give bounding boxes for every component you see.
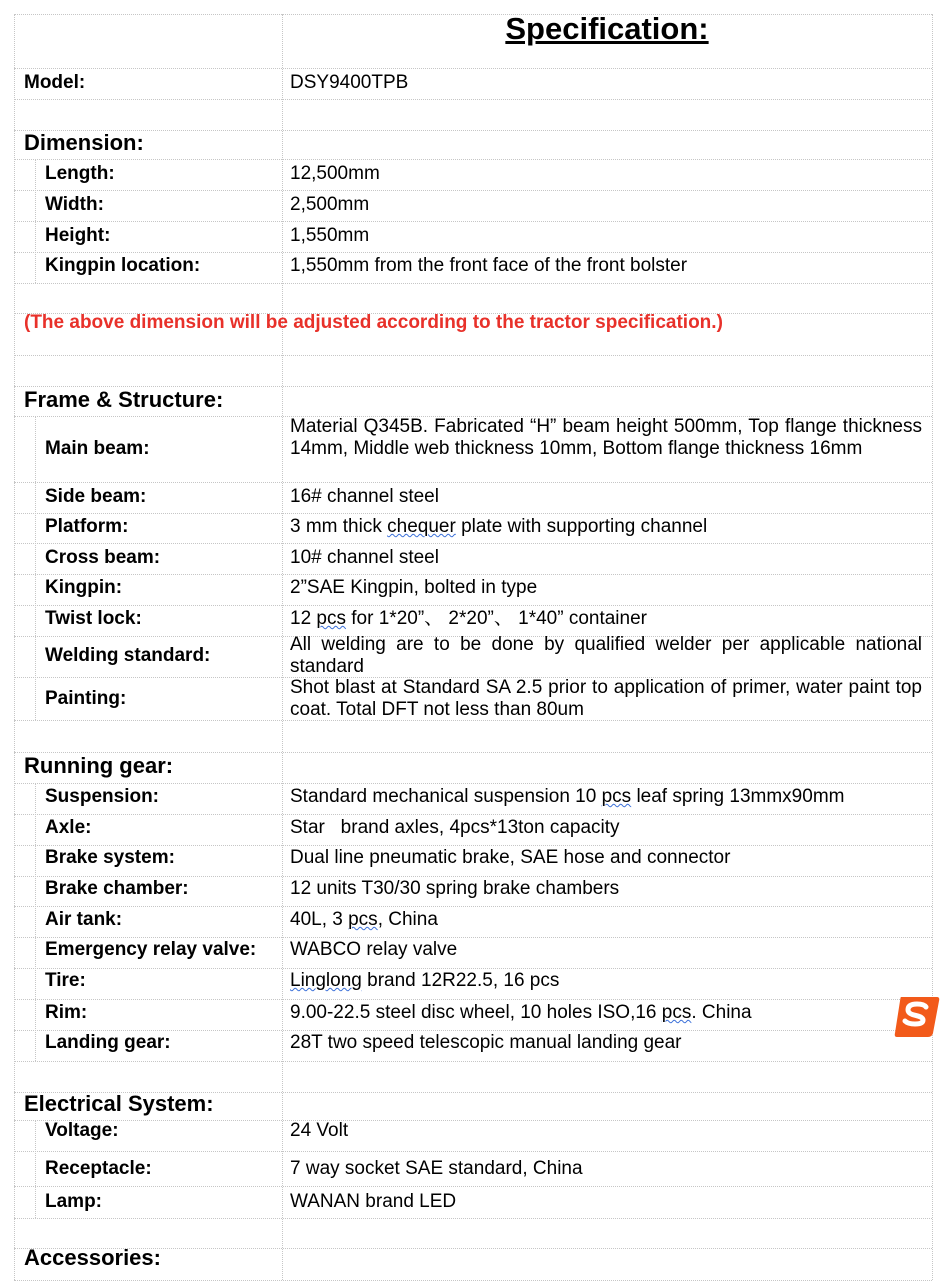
section-heading-frame-structure: Frame & Structure: — [24, 387, 224, 412]
grid-column-line — [282, 14, 283, 1280]
row-label: Welding standard: — [45, 645, 211, 666]
value-text: , China — [377, 909, 438, 930]
row-label: Platform: — [45, 516, 129, 537]
row-value: 24 Volt — [290, 1120, 349, 1141]
row-value: 2,500mm — [290, 194, 370, 215]
row-value — [290, 608, 922, 630]
grid-row-line — [14, 355, 932, 356]
row-label: Width: — [45, 194, 104, 215]
row-label: Emergency relay valve: — [45, 939, 257, 960]
row-label: Brake system: — [45, 847, 175, 868]
grid-column-line — [35, 1120, 36, 1218]
grid-row-line — [14, 221, 932, 222]
row-value: 2”SAE Kingpin, bolted in type — [290, 577, 538, 598]
grid-row-line — [14, 482, 932, 483]
row-value — [290, 909, 922, 931]
row-label: Axle: — [45, 817, 92, 838]
grid-row-line — [14, 1186, 932, 1187]
row-value: WABCO relay valve — [290, 939, 458, 960]
value-text: 12 — [290, 608, 317, 629]
value-text: for 1*20”、 2*20”、 1*40” container — [346, 608, 647, 629]
grid-row-line — [14, 190, 932, 191]
grid-row-line — [14, 906, 932, 907]
grid-row-line — [14, 605, 932, 606]
grid-row-line — [14, 159, 932, 160]
dimension-adjustment-note: (The above dimension will be adjusted according to the tractor specification.) — [24, 312, 723, 333]
row-label: Kingpin: — [45, 577, 123, 598]
grid-row-line — [14, 968, 932, 969]
grid-row-line — [14, 845, 932, 846]
row-label: Voltage: — [45, 1120, 119, 1141]
row-label: Main beam: — [45, 438, 150, 459]
grid-column-line — [14, 14, 15, 1280]
value-text: 9.00-22.5 steel disc wheel, 10 holes ISO,16 — [290, 1002, 662, 1023]
row-value — [290, 516, 922, 538]
grid-row-line — [14, 252, 932, 253]
page-title: Specification: — [505, 11, 709, 46]
grid-row-line — [14, 937, 932, 938]
grid-row-line — [14, 1061, 932, 1062]
value-text: leaf spring 13mmx90mm — [631, 786, 845, 807]
row-label: Brake chamber: — [45, 878, 189, 899]
row-label: Rim: — [45, 1002, 88, 1023]
grid-row-line — [14, 283, 932, 284]
grid-row-line — [14, 130, 932, 131]
row-label: Suspension: — [45, 786, 160, 807]
row-label: Height: — [45, 225, 111, 246]
section-heading-accessories: Accessories: — [24, 1245, 161, 1270]
value-text: 40L, 3 — [290, 909, 349, 930]
grid-row-line — [14, 1030, 932, 1031]
value-text-spellcheck: Linglong — [290, 970, 362, 991]
row-label: Air tank: — [45, 909, 123, 930]
row-value: 7 way socket SAE standard, China — [290, 1158, 583, 1179]
row-label: Receptacle: — [45, 1158, 152, 1179]
row-value: 16# channel steel — [290, 486, 439, 507]
row-value: 28T two speed telescopic manual landing gear — [290, 1032, 682, 1053]
row-value — [290, 786, 922, 808]
section-heading-running-gear: Running gear: — [24, 753, 174, 778]
grid-row-line — [14, 574, 932, 575]
grid-column-line — [35, 159, 36, 283]
row-value: Star brand axles, 4pcs*13ton capacity — [290, 817, 620, 838]
grid-row-line — [14, 1218, 932, 1219]
model-value: DSY9400TPB — [290, 72, 409, 93]
value-text: 3 mm thick — [290, 516, 388, 537]
row-label: Landing gear: — [45, 1032, 171, 1053]
row-value: 1,550mm — [290, 225, 370, 246]
row-label: Cross beam: — [45, 547, 161, 568]
grid-row-line — [14, 783, 932, 784]
grid-column-line — [35, 783, 36, 1061]
grid-column-line — [932, 14, 933, 1280]
row-value: 12,500mm — [290, 163, 380, 184]
value-text: . China — [691, 1002, 752, 1023]
grid-row-line — [14, 99, 932, 100]
row-label: Lamp: — [45, 1191, 102, 1212]
row-label: Side beam: — [45, 486, 147, 507]
row-value: Material Q345B. Fabricated “H” beam height 500mm, Top flange thickness 14mm, Middle web thickness 10mm, Bottom flange thickness 16mm — [290, 416, 922, 459]
value-text-spellcheck: pcs — [348, 909, 378, 930]
row-value: 1,550mm from the front face of the front bolster — [290, 255, 688, 276]
row-label: Tire: — [45, 970, 86, 991]
row-value: Shot blast at Standard SA 2.5 prior to application of primer, water paint top coat. Total DFT not less than 80um — [290, 677, 922, 720]
row-value: 10# channel steel — [290, 547, 439, 568]
value-text: Standard mechanical suspension 10 — [290, 786, 602, 807]
row-value: WANAN brand LED — [290, 1191, 457, 1212]
row-label: Painting: — [45, 688, 127, 709]
row-label: Length: — [45, 163, 115, 184]
value-text-spellcheck: pcs — [601, 786, 632, 807]
section-heading-dimension: Dimension: — [24, 130, 144, 155]
grid-row-line — [14, 68, 932, 69]
row-value: 12 units T30/30 spring brake chambers — [290, 878, 620, 899]
value-text: brand 12R22.5, 16 pcs — [361, 970, 560, 991]
grid-row-line — [14, 1151, 932, 1152]
sogou-s-logo-icon[interactable] — [893, 995, 941, 1039]
grid-row-line — [14, 543, 932, 544]
row-value: Dual line pneumatic brake, SAE hose and connector — [290, 847, 731, 868]
grid-column-line — [35, 416, 36, 720]
section-heading-electrical-system: Electrical System: — [24, 1091, 214, 1116]
row-label: Kingpin location: — [45, 255, 201, 276]
grid-row-line — [14, 513, 932, 514]
grid-row-line — [14, 1280, 932, 1281]
value-text-spellcheck: chequer — [387, 516, 456, 537]
value-text-spellcheck: pcs — [316, 608, 346, 629]
row-value — [290, 970, 922, 992]
grid-row-line — [14, 876, 932, 877]
row-label: Twist lock: — [45, 608, 142, 629]
row-value: All welding are to be done by qualified welder per applicable national standard — [290, 634, 922, 677]
grid-row-line — [14, 814, 932, 815]
row-value — [290, 1002, 922, 1024]
value-text-spellcheck: pcs — [661, 1002, 692, 1023]
grid-row-line — [14, 999, 932, 1000]
value-text: plate with supporting channel — [455, 516, 708, 537]
model-label: Model: — [24, 72, 86, 93]
